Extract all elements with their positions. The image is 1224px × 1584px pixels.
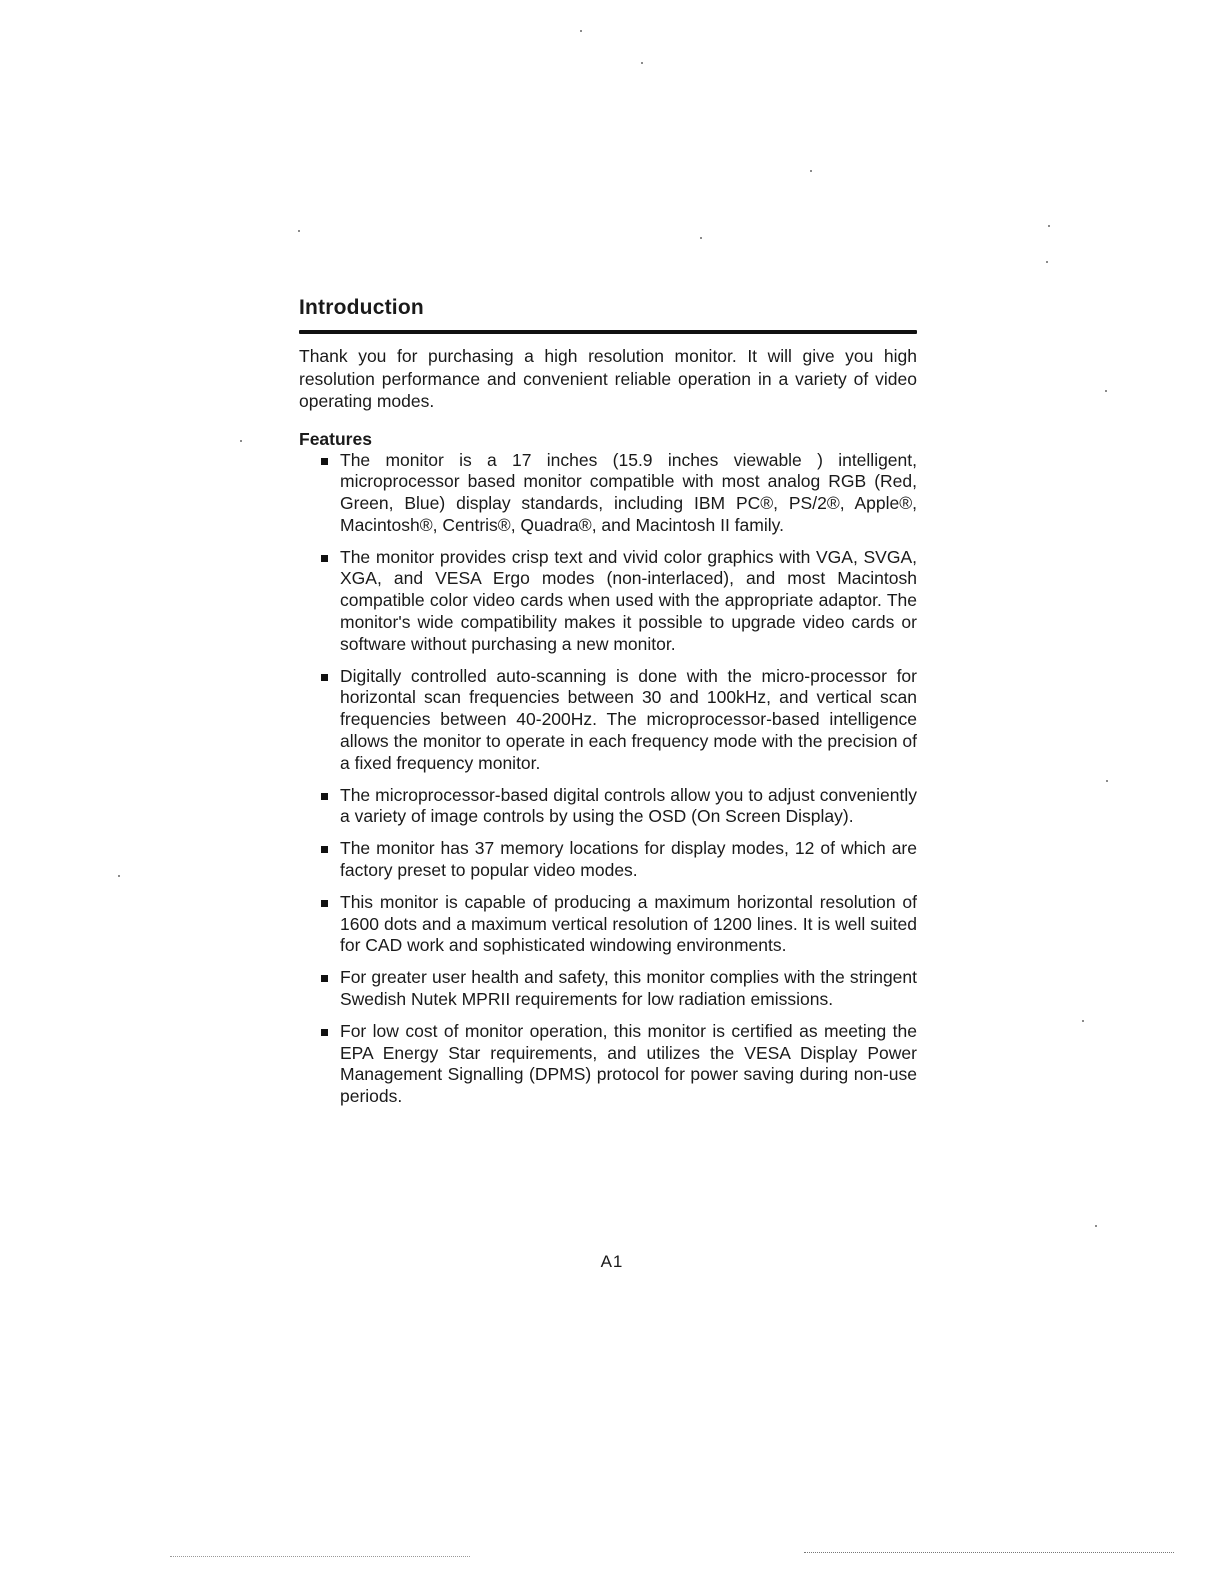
scan-speck [1046,261,1048,263]
feature-item [299,1021,917,1108]
scan-speck [240,440,242,442]
scan-speck [580,30,582,32]
scan-speck [118,875,120,877]
square-bullet-icon [321,846,328,853]
heading-rule [299,330,917,334]
section-heading: Introduction [299,296,424,319]
feature-text: The monitor provides crisp text and vivid color graphics with VGA, SVGA, XGA, and VESA Ergo modes (non-interlaced), and most Macintosh compatible color video cards when used with the appropriate adaptor. The monitor's wide compatibility makes it possible to upgrade video cards or software without purchasing a new monitor. [340,546,917,654]
feature-text: This monitor is capable of producing a maximum horizontal resolution of 1600 dots and a maximum vertical resolution of 1200 lines. It is well suited for CAD work and sophisticated windowing environments. [340,891,917,956]
scan-speck [641,62,643,64]
intro-paragraph: Thank you for purchasing a high resolution monitor. It will give you high resolution performance and convenient reliable operation in a variety of video operating modes. [299,346,917,411]
square-bullet-icon [321,1029,328,1036]
feature-text: Digitally controlled auto-scanning is done with the micro-processor for horizontal scan frequencies between 30 and 100kHz, and vertical scan frequencies between 40-200Hz. The microprocessor-based intelligence allows the monitor to operate in each frequency mode with the precision of a fixed frequency monitor. [340,665,917,773]
square-bullet-icon [321,674,328,681]
feature-text: The monitor is a 17 inches (15.9 inches viewable ) intelligent, microprocessor based monitor compatible with most analog RGB (Red, Green, Blue) display standards, including IBM PC®, PS/2®, Apple®, Macintosh®, Centris®, Quadra®, and Macintosh II family. [340,449,917,535]
page-number: A1 [600,1252,624,1271]
scan-speck [1082,1020,1084,1022]
feature-text: For low cost of monitor operation, this monitor is certified as meeting the EPA Energy Star requirements, and utilizes the VESA Display Power Management Signalling (DPMS) protocol for power saving during non-use periods. [340,1020,917,1107]
feature-item [299,892,917,957]
features-list [299,450,917,1109]
scan-edge-noise [170,1556,470,1558]
square-bullet-icon [321,900,328,907]
document-body [299,295,917,1118]
scan-speck [700,237,702,239]
feature-item [299,666,917,775]
scan-speck [810,170,812,172]
feature-item [299,838,917,882]
square-bullet-icon [321,555,328,562]
feature-text: For greater user health and safety, this monitor complies with the stringent Swedish Nutek MPRII requirements for low radiation emissions. [340,967,917,1010]
feature-text: The microprocessor-based digital controls allow you to adjust conveniently a variety of image controls by using the OSD (On Screen Display). [340,784,917,827]
scan-speck [1105,390,1107,392]
feature-item [299,785,917,829]
scan-speck [1095,1225,1097,1227]
feature-item [299,450,917,537]
feature-item [299,547,917,656]
square-bullet-icon [321,793,328,800]
feature-text: The monitor has 37 memory locations for display modes, 12 of which are factory preset to popular video modes. [340,838,917,881]
scan-speck [1106,780,1108,782]
scan-speck [1048,225,1050,227]
feature-item [299,967,917,1011]
square-bullet-icon [321,975,328,982]
features-subheading: Features [299,428,372,449]
scan-speck [298,230,300,232]
scan-edge-noise [804,1552,1174,1554]
square-bullet-icon [321,458,328,465]
